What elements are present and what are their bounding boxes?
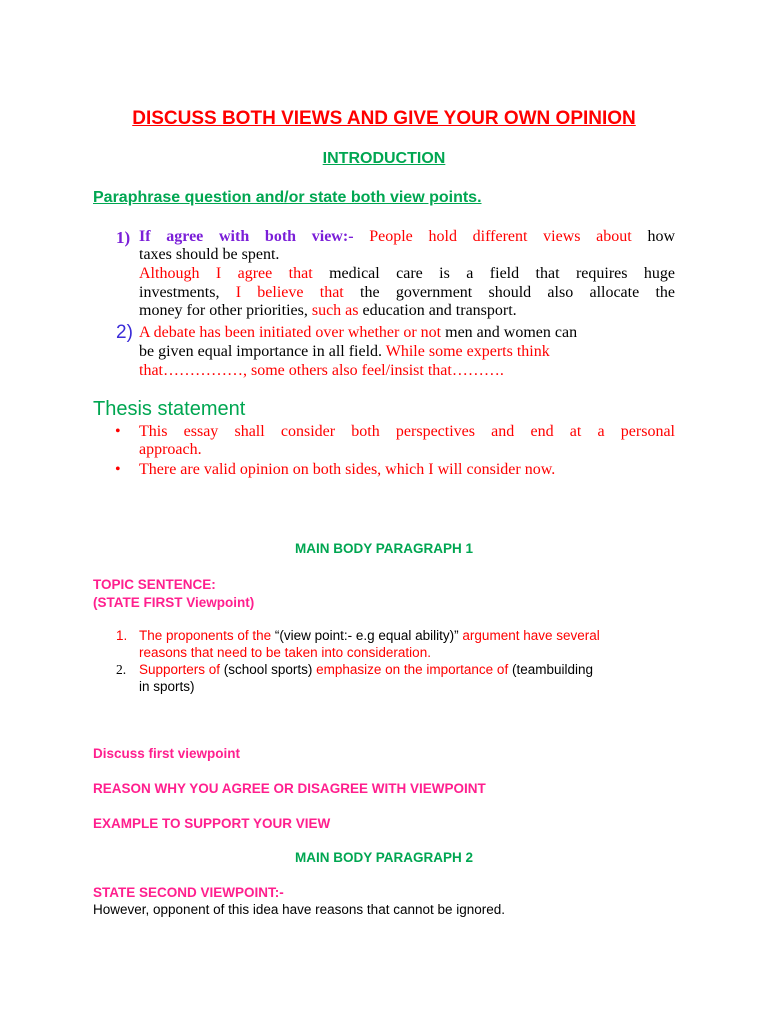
thesis-bullet-1: • (115, 423, 121, 440)
thesis-item2: There are valid opinion on both sides, which I will consider now. (139, 461, 556, 478)
body1-item2-line1 (139, 662, 593, 679)
example1-number: 1) (116, 228, 131, 247)
body1-item2-black2: (teambuilding (508, 662, 593, 677)
thesis-item1-line2: approach. (139, 441, 202, 458)
example1-line1 (139, 228, 675, 247)
example2-line2-red: While some experts think (382, 343, 550, 360)
body1-item2-line2: in sports) (139, 679, 195, 694)
example2-line1 (139, 324, 577, 343)
thesis-item1-line1: This essay shall consider both perspectives and end at a personal (139, 423, 675, 440)
example1-p2-line1 (139, 265, 675, 284)
thesis-bullet-2: • (115, 461, 121, 478)
topic-sentence-label: TOPIC SENTENCE: (93, 577, 216, 592)
example1-line1-black: how (631, 228, 675, 245)
example1-p2-line1-red: Although I agree that (139, 265, 313, 282)
example2-line1-red: A debate has been initiated over whether or not (139, 324, 442, 341)
example2-line2-black: be given equal importance in all field. (139, 343, 383, 360)
example2-number: 2) (116, 322, 133, 343)
example2-line3: that……………, some others also feel/insist that………. (139, 362, 504, 379)
body1-item1-line2: reasons that need to be taken into consideration. (139, 645, 431, 660)
thesis-heading: Thesis statement (93, 398, 246, 420)
state-second-viewpoint: STATE SECOND VIEWPOINT:- (93, 885, 284, 900)
example1-label: If agree with both view:- (139, 228, 354, 245)
discuss-first-viewpoint: Discuss first viewpoint (93, 746, 241, 761)
example1-paragraph2 (139, 265, 675, 321)
example1-p2-line3-red: such as (311, 302, 359, 319)
body1-item1-red2: argument have several (458, 628, 600, 643)
main-body-1-heading: MAIN BODY PARAGRAPH 1 (294, 541, 474, 556)
example1-p2-line1-black: medical care is a field that requires huge (312, 265, 675, 282)
example1-p2-line3-a: money for other priorities, (139, 302, 312, 319)
example1-p2-line2-red: I believe that (235, 283, 344, 301)
example2-line1-black: men and women can (441, 324, 578, 341)
body1-item2-red2: emphasize on the importance of (312, 662, 509, 677)
example1-p2-line2-a: investments, (139, 283, 236, 301)
example1-p2-line3-b: education and transport. (358, 302, 517, 319)
example1-line2: taxes should be spent. (139, 246, 280, 263)
body1-item1-line1 (139, 628, 600, 645)
document-title: DISCUSS BOTH VIEWS AND GIVE YOUR OWN OPINION (132, 108, 636, 129)
example-heading: EXAMPLE TO SUPPORT YOUR VIEW (93, 816, 331, 831)
topic-sentence-sub: (STATE FIRST Viewpoint) (93, 595, 255, 610)
example1-line1-red: People hold different views about (353, 228, 632, 245)
example1-p2-line3 (139, 302, 675, 321)
body1-item2-number: 2. (116, 662, 127, 677)
body1-item1-red: The proponents of the (139, 628, 275, 643)
example1-p2-line2 (139, 284, 675, 303)
example2-line2 (139, 343, 550, 362)
body1-item1-number: 1. (116, 628, 128, 643)
body1-item2-black: (school sports) (220, 662, 313, 677)
example1-p2-line2-b: the government should also allocate the (343, 283, 676, 301)
introduction-heading: INTRODUCTION (322, 150, 446, 167)
reason-heading: REASON WHY YOU AGREE OR DISAGREE WITH VIEWPOINT (93, 781, 486, 796)
body1-item2-red: Supporters of (139, 662, 221, 677)
main-body-2-heading: MAIN BODY PARAGRAPH 2 (294, 850, 474, 865)
paraphrase-instruction: Paraphrase question and/or state both view points. (93, 189, 482, 206)
body1-item1-black: “(view point:- e.g equal ability)” (274, 628, 459, 643)
however-sentence: However, opponent of this idea have reasons that cannot be ignored. (93, 902, 506, 917)
